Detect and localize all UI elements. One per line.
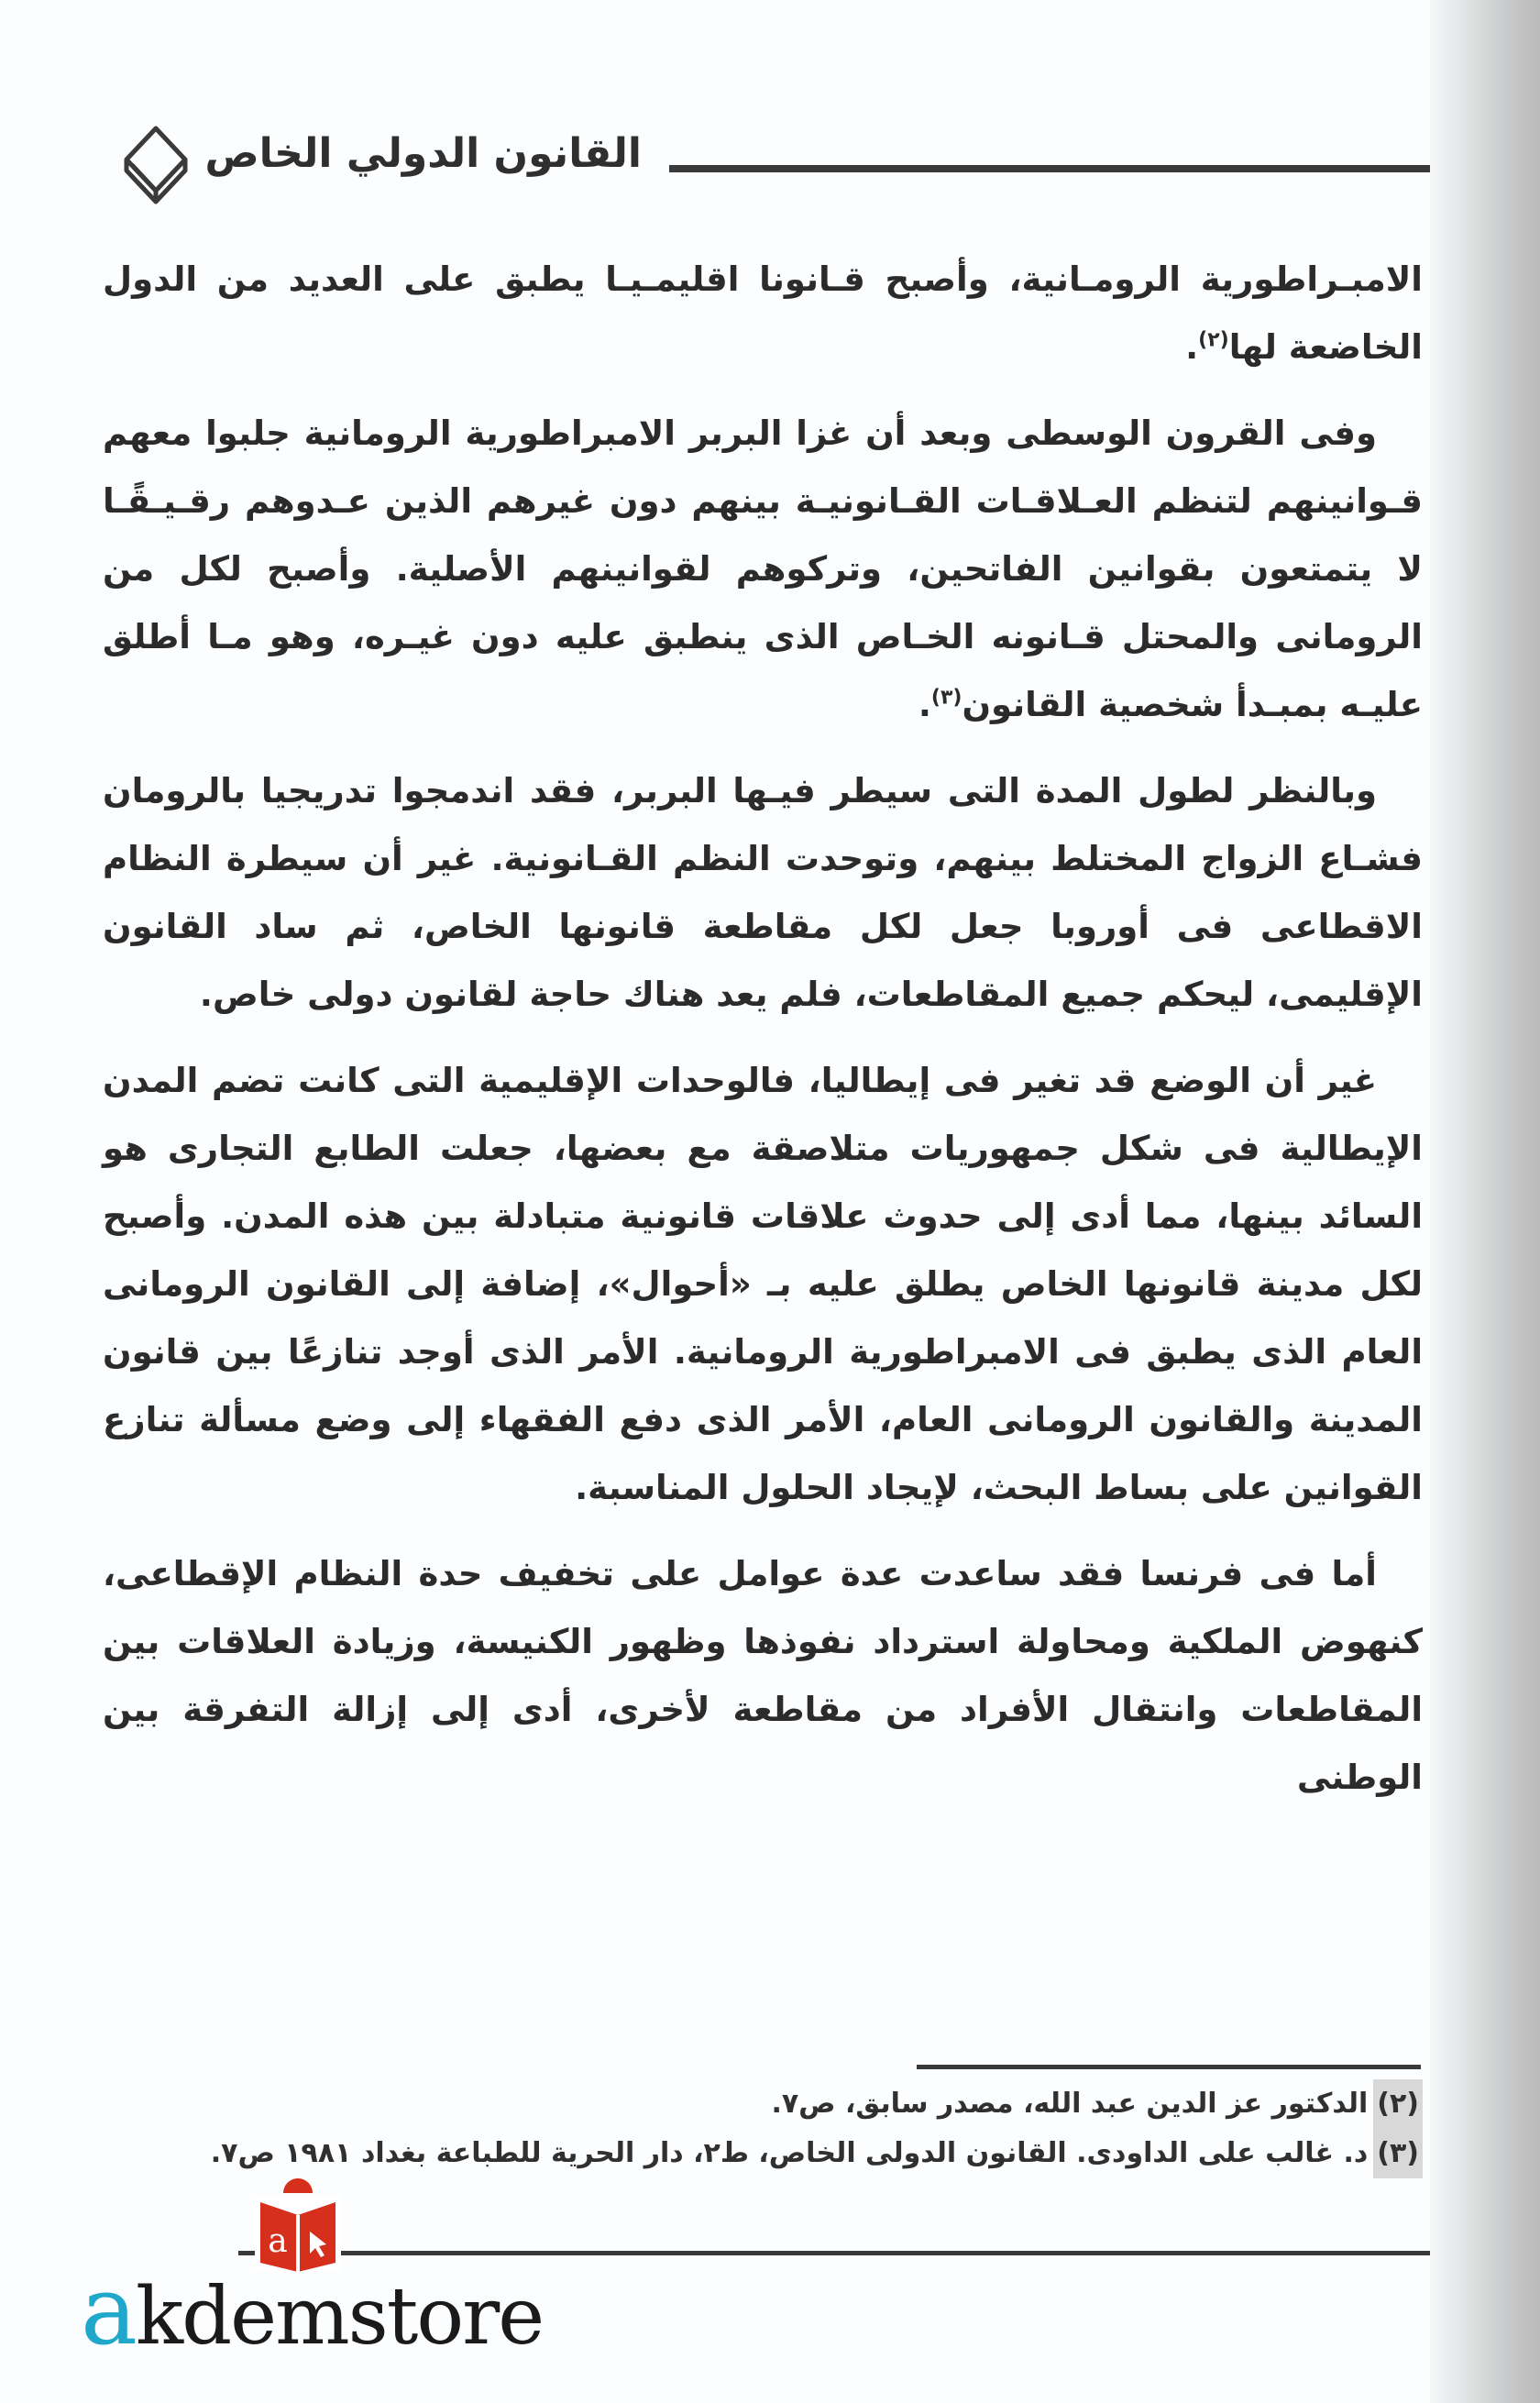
bottom-rule (238, 2251, 1430, 2255)
logo-accent-letter: a (81, 2254, 137, 2366)
paragraph: أما فى فرنسا فقد ساعدت عدة عوامل على تخفيف حدة النظام الإقطاعى، كنهوض الملكية ومحاولة استرداد نفوذها وظهور الكنيسة، وزيادة العلاقات بين المقاطعات وانتقال الأفراد من مقاطعة لأخرى، أدى إلى إزالة التفرقة بين الوطنى (103, 1554, 1423, 1797)
badge-letter: a (268, 2222, 288, 2260)
paragraph: وبالنظر لطول المدة التى سيطر فيـها البربر، فقد اندمجوا تدريجيا بالرومان فشـاع الزواج المختلط بينهم، وتوحدت النظم القـانونية. غير أن سيطرة النظام الاقطاعى فى أوروبا جعل لكل مقاطعة قانونها الخاص، ثم ساد القانون الإقليمى، ليحكم جميع المقاطعات، فلم يعد هناك حاجة لقانون دولى خاص. (103, 771, 1423, 1014)
running-header (119, 128, 1430, 211)
header-title: القانون الدولي الخاص (204, 130, 642, 177)
body-text (103, 246, 1423, 1830)
book-icon (119, 123, 192, 215)
paragraph: الامبـراطورية الرومـانية، وأصبح قـانونا اقليمـيـا يطبق على العديد من الدول الخاضعة لها$^{(٢)}$. (103, 259, 1423, 367)
paragraph: وفى القرون الوسطى وبعد أن غزا البربر الامبراطورية الرومانية جلبوا معهم قـوانينهم لتنظم العـلاقـات القـانونيـة بينهم دون غيرهم الذين عـدوهم رقـيـقًـا لا يتمتعون بقوانين الفاتحين، وتركوهم لقوانينهم الأصلية. وأصبح لكل من الرومانى والمحتل قـانونه الخـاص الذى ينطبق عليه دون غيـره، وهو مـا أطلق عليـه بمبـدأ شخصية القانون$^{(٣)}$. (103, 413, 1423, 724)
footnote-number: (٣) (1373, 2129, 1423, 2178)
paragraph: غير أن الوضع قد تغير فى إيطاليا، فالوحدات الإقليمية التى كانت تضم المدن الإيطالية فى شكل جمهوريات متلاصقة مع بعضها، جعلت الطابع التجارى هو السائد بينها، مما أدى إلى حدوث علاقات قانونية متبادلة بين هذه المدن. وأصبح لكل مدينة قانونها الخاص يطلق عليه بـ «أحوال»، إضافة إلى القانون الرومانى العام الذى يطبق فى الامبراطورية الرومانية. الأمر الذى أوجد تنازعًا بين قانون المدينة والقانون الرومانى العام، الأمر الذى دفع الفقهاء إلى وضع مسألة تنازع القوانين على بساط البحث، لإيجاد الحلول المناسبة. (103, 1061, 1423, 1507)
footnote-text: د. غالب على الداودى. القانون الدولى الخاص، ط٢، دار الحرية للطباعة بغداد ١٩٨١ ص٧. (210, 2137, 1369, 2169)
footnote-number: (٢) (1373, 2079, 1423, 2129)
footnote-text: الدكتور عز الدين عبد الله، مصدر سابق، ص٧. (771, 2088, 1369, 2120)
header-rule (669, 165, 1430, 172)
store-logo-text (81, 2254, 544, 2366)
footnotes (103, 2079, 1423, 2178)
footnote-ref[interactable]: (٣) (930, 686, 962, 710)
footnote (103, 2079, 1423, 2129)
footnote-rule (917, 2065, 1421, 2069)
scan-edge-shadow (1430, 0, 1540, 2403)
footnote-ref[interactable]: (٢) (1198, 328, 1229, 352)
store-logo-badge-icon (248, 2171, 348, 2272)
logo-rest: kdemstore (136, 2271, 544, 2363)
